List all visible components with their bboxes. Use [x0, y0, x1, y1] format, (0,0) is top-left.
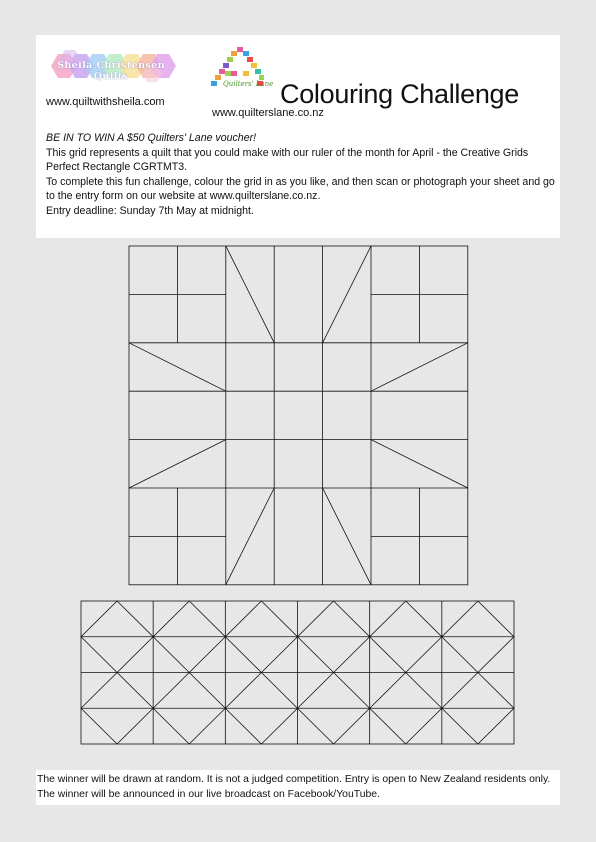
star-point-line: [323, 488, 371, 585]
triangle-line: [442, 601, 478, 637]
triangle-line: [370, 673, 406, 709]
page-title: Colouring Challenge: [280, 79, 519, 110]
triangle-line: [81, 601, 117, 637]
triangle-line: [153, 637, 189, 673]
intro-line-instructions: To complete this fun challenge, colour the grid in as you like, and then scan or photograph your sheet and go to the entry form on our website at www.quilterslane.co.nz.: [46, 175, 555, 203]
triangle-line: [189, 601, 225, 637]
triangle-line: [261, 637, 297, 673]
triangle-line: [298, 637, 334, 673]
triangle-line: [370, 601, 406, 637]
triangle-line: [478, 601, 514, 637]
triangle-line: [153, 601, 189, 637]
star-point-line: [323, 246, 371, 343]
triangle-line: [298, 601, 334, 637]
triangle-line: [370, 637, 406, 673]
triangle-line: [334, 673, 370, 709]
triangle-line: [189, 673, 225, 709]
star-point-line: [129, 343, 226, 391]
triangle-line: [153, 708, 189, 744]
triangle-line: [225, 673, 261, 709]
triangle-line: [117, 637, 153, 673]
triangle-line: [225, 637, 261, 673]
star-point-line: [129, 440, 226, 488]
triangle-line: [478, 708, 514, 744]
triangle-line: [225, 601, 261, 637]
triangle-line: [334, 601, 370, 637]
intro-lead: BE IN TO WIN A $50 Quilters' Lane voucher!: [46, 132, 257, 144]
triangle-line: [334, 708, 370, 744]
sheila-logo-text: Sheila Christensen Quilts: [57, 60, 165, 82]
triangle-line: [298, 673, 334, 709]
star-point-line: [371, 343, 468, 391]
triangle-line: [442, 637, 478, 673]
star-point-line: [226, 488, 274, 585]
triangle-line: [261, 601, 297, 637]
footer-text: The winner will be drawn at random. It is not a judged competition. Entry is open to New Zealand residents only. The winner will be announced in our live broadcast on Facebook/YouTube.: [37, 774, 551, 800]
triangle-line: [225, 708, 261, 744]
triangle-line: [117, 708, 153, 744]
triangle-line: [406, 708, 442, 744]
triangle-line: [153, 673, 189, 709]
footer-panel: [36, 770, 560, 805]
triangle-line: [442, 708, 478, 744]
quilters-lane-logo-text: Quilters' Lane: [223, 80, 274, 88]
triangle-line: [261, 673, 297, 709]
triangle-line: [81, 637, 117, 673]
triangle-line: [189, 637, 225, 673]
triangle-line: [406, 637, 442, 673]
triangle-line: [334, 637, 370, 673]
star-quilt-block[interactable]: [129, 246, 468, 585]
triangle-line: [478, 637, 514, 673]
triangle-line: [261, 708, 297, 744]
triangle-line: [370, 708, 406, 744]
triangle-line: [81, 708, 117, 744]
triangle-line: [406, 673, 442, 709]
triangle-line: [478, 673, 514, 709]
triangle-border-strip[interactable]: [81, 601, 514, 744]
triangle-line: [189, 708, 225, 744]
star-block-outline: [129, 246, 468, 585]
sheila-website-link[interactable]: www.quiltwithsheila.com: [46, 96, 165, 108]
intro-line-ruler: This grid represents a quilt that you could make with our ruler of the month for April - the Creative Grids Perfect Rectangle CGRTMT3.: [46, 146, 529, 174]
intro-line-deadline: Entry deadline: Sunday 7th May at midnight.: [46, 204, 254, 217]
triangle-line: [81, 673, 117, 709]
triangle-line: [298, 708, 334, 744]
quilters-lane-website-link[interactable]: www.quilterslane.co.nz: [212, 107, 324, 119]
triangle-line: [406, 601, 442, 637]
star-point-line: [226, 246, 274, 343]
triangle-line: [117, 673, 153, 709]
star-point-line: [371, 440, 468, 488]
triangle-line: [442, 673, 478, 709]
triangle-line: [117, 601, 153, 637]
